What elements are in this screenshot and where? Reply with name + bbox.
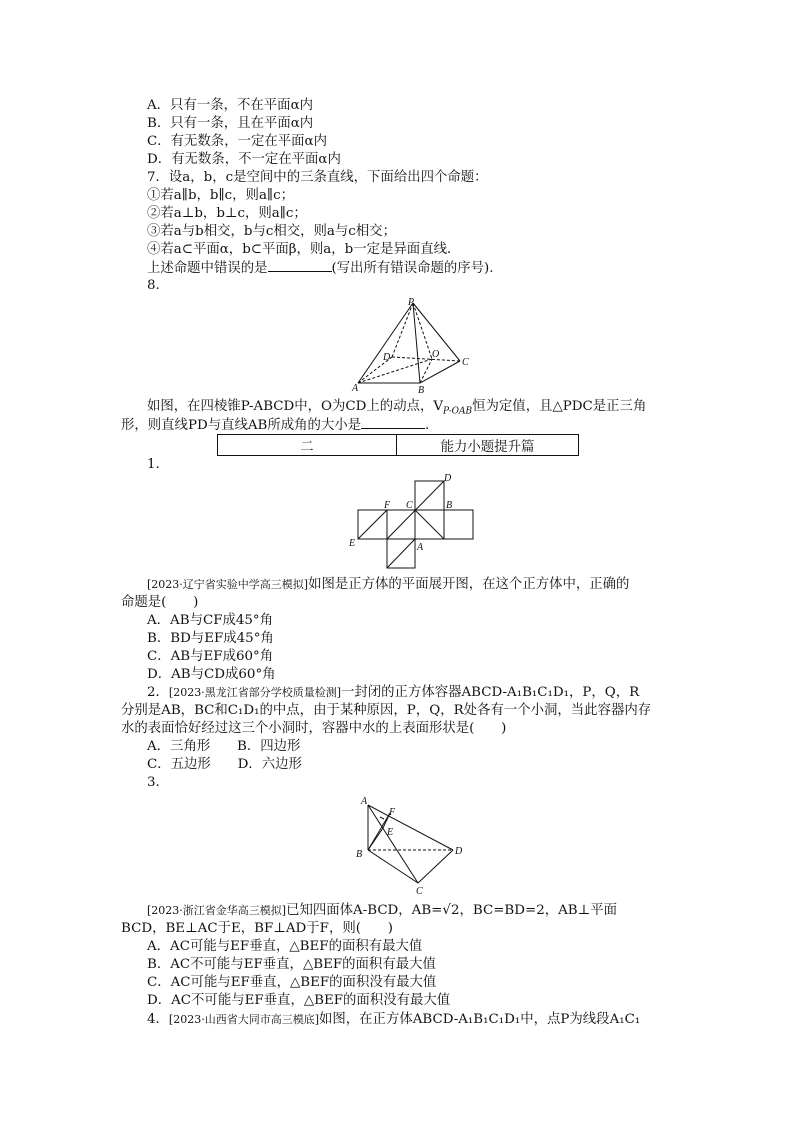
p1-number: 1. (147, 457, 160, 472)
label-F: F (384, 500, 391, 511)
p4-stem: 如图，在正方体ABCD-A₁B₁C₁D₁中，点P为线段A₁C₁ (319, 1012, 641, 1027)
p1-option-d: D．AB与CD成60°角 (147, 667, 276, 682)
p2-source: [2023·黑龙江省部分学校质量检测] (168, 686, 341, 699)
p3-option-a: A．AC可能与EF垂直，△BEF的面积有最大值 (147, 939, 423, 954)
p1-stem-line1 (147, 576, 629, 594)
p2-options-row2: C．五边形 D．六边形 (147, 757, 302, 772)
section-header-table (217, 434, 579, 456)
q7-ask (147, 259, 494, 278)
section-title: 能力小题提升篇 (440, 439, 535, 455)
label-B: B (446, 500, 453, 511)
label-B: B (356, 849, 363, 860)
tetrahedron-figure (350, 793, 475, 898)
label-A: A (352, 383, 359, 394)
p4-stem-line1 (147, 1011, 640, 1029)
q7-statement-3: ③若a与b相交，b与c相交，则a与c相交； (147, 224, 396, 239)
q8-text1-pre: 如图，在四棱锥P-ABCD中，O为CD上的动点，V (147, 399, 444, 414)
q7-stem: 7．设a，b，c是空间中的三条直线，下面给出四个命题： (147, 170, 488, 185)
q8-number: 8. (147, 278, 160, 293)
label-D: D (383, 352, 391, 363)
q7-statement-4: ④若a⊂平面α，b⊂平面β，则a，b一定是异面直线． (147, 242, 461, 257)
p3-option-b: B．AC不可能与EF垂直，△BEF的面积有最大值 (147, 957, 436, 972)
p1-option-b: B．BD与EF成45°角 (147, 631, 274, 646)
p1-source: [2023·辽宁省实验中学高三模拟] (147, 578, 309, 591)
answer-blank (361, 416, 425, 429)
q8-text-line2 (121, 416, 439, 435)
label-F: F (389, 807, 396, 818)
p2-options-row1: A．三角形 B．四边形 (147, 739, 301, 754)
label-C: C (462, 357, 469, 368)
p3-source: [2023·浙江省金华高三模拟] (147, 904, 287, 917)
p1-stem-line2: 命题是( ) (121, 595, 199, 610)
q7-statement-2: ②若a⊥b，b⊥c，则a∥c； (147, 206, 307, 221)
label-C: C (406, 500, 413, 511)
section-number: 二 (218, 435, 397, 455)
p2-number: 2． (147, 685, 169, 700)
q7-statement-1: ①若a∥b，b∥c，则a∥c； (147, 188, 295, 203)
p3-option-d: D．AC不可能与EF垂直，△BEF的面积没有最大值 (147, 993, 451, 1008)
label-D: D (444, 473, 452, 484)
option-d: D．有无数条，不一定在平面α内 (147, 152, 341, 167)
p3-stem-line2: BCD，BE⊥AC于E，BF⊥AD于F，则( ) (121, 921, 393, 936)
p3-stem-line1 (147, 902, 617, 920)
p2-stem-line1 (147, 684, 639, 702)
p1-option-a: A．AB与CF成45°角 (147, 613, 274, 628)
p2-stem-line2: 分别是AB，BC和C₁D₁的中点，由于某种原因，P，Q，R处各有一个小洞，当此容器内存 (121, 703, 652, 718)
label-A: A (417, 542, 424, 553)
label-B: B (418, 385, 425, 395)
p2-stem-line3: 水的表面恰好经过这三个小洞时，容器中水的上表面形状是( ) (121, 721, 507, 736)
pyramid-figure (350, 295, 475, 395)
cube-net-figure (340, 470, 480, 570)
label-E: E (349, 538, 356, 549)
option-c: C．有无数条，一定在平面α内 (147, 134, 327, 149)
p3-option-c: C．AC可能与EF垂直，△BEF的面积没有最大值 (147, 975, 437, 990)
p3-number: 3. (147, 775, 160, 790)
p1-option-c: C．AB与EF成60°角 (147, 649, 274, 664)
q8-text1-post: 恒为定值，且△PDC是正三角 (472, 399, 647, 414)
label-D: D (455, 846, 463, 857)
p3-stem1: 已知四面体A-BCD，AB=√2，BC=BD=2，AB⊥平面 (286, 903, 618, 918)
label-P: P (408, 297, 415, 308)
option-a: A．只有一条，不在平面α内 (147, 98, 314, 113)
q8-text2-pre: 形，则直线PD与直线AB所成角的大小是 (121, 418, 362, 433)
p4-number: 4． (147, 1012, 169, 1027)
answer-blank (268, 259, 332, 272)
q8-text2-post: ． (425, 418, 439, 433)
p2-stem1: 一封闭的正方体容器ABCD-A₁B₁C₁D₁，P，Q，R (341, 685, 640, 700)
label-O: O (432, 349, 440, 360)
q7-ask-post: (写出所有错误命题的序号). (331, 261, 494, 276)
q7-ask-pre: 上述命题中错误的是 (147, 261, 268, 276)
p1-stem1: 如图是正方体的平面展开图，在这个正方体中，正确的 (308, 577, 630, 592)
q8-volume-subscript: P-OAB (443, 406, 473, 417)
label-E: E (387, 827, 394, 838)
option-b: B．只有一条，且在平面α内 (147, 116, 314, 131)
label-A: A (361, 796, 368, 807)
p4-source: [2023·山西省大同市高三模底] (168, 1013, 319, 1026)
label-C: C (416, 886, 423, 897)
